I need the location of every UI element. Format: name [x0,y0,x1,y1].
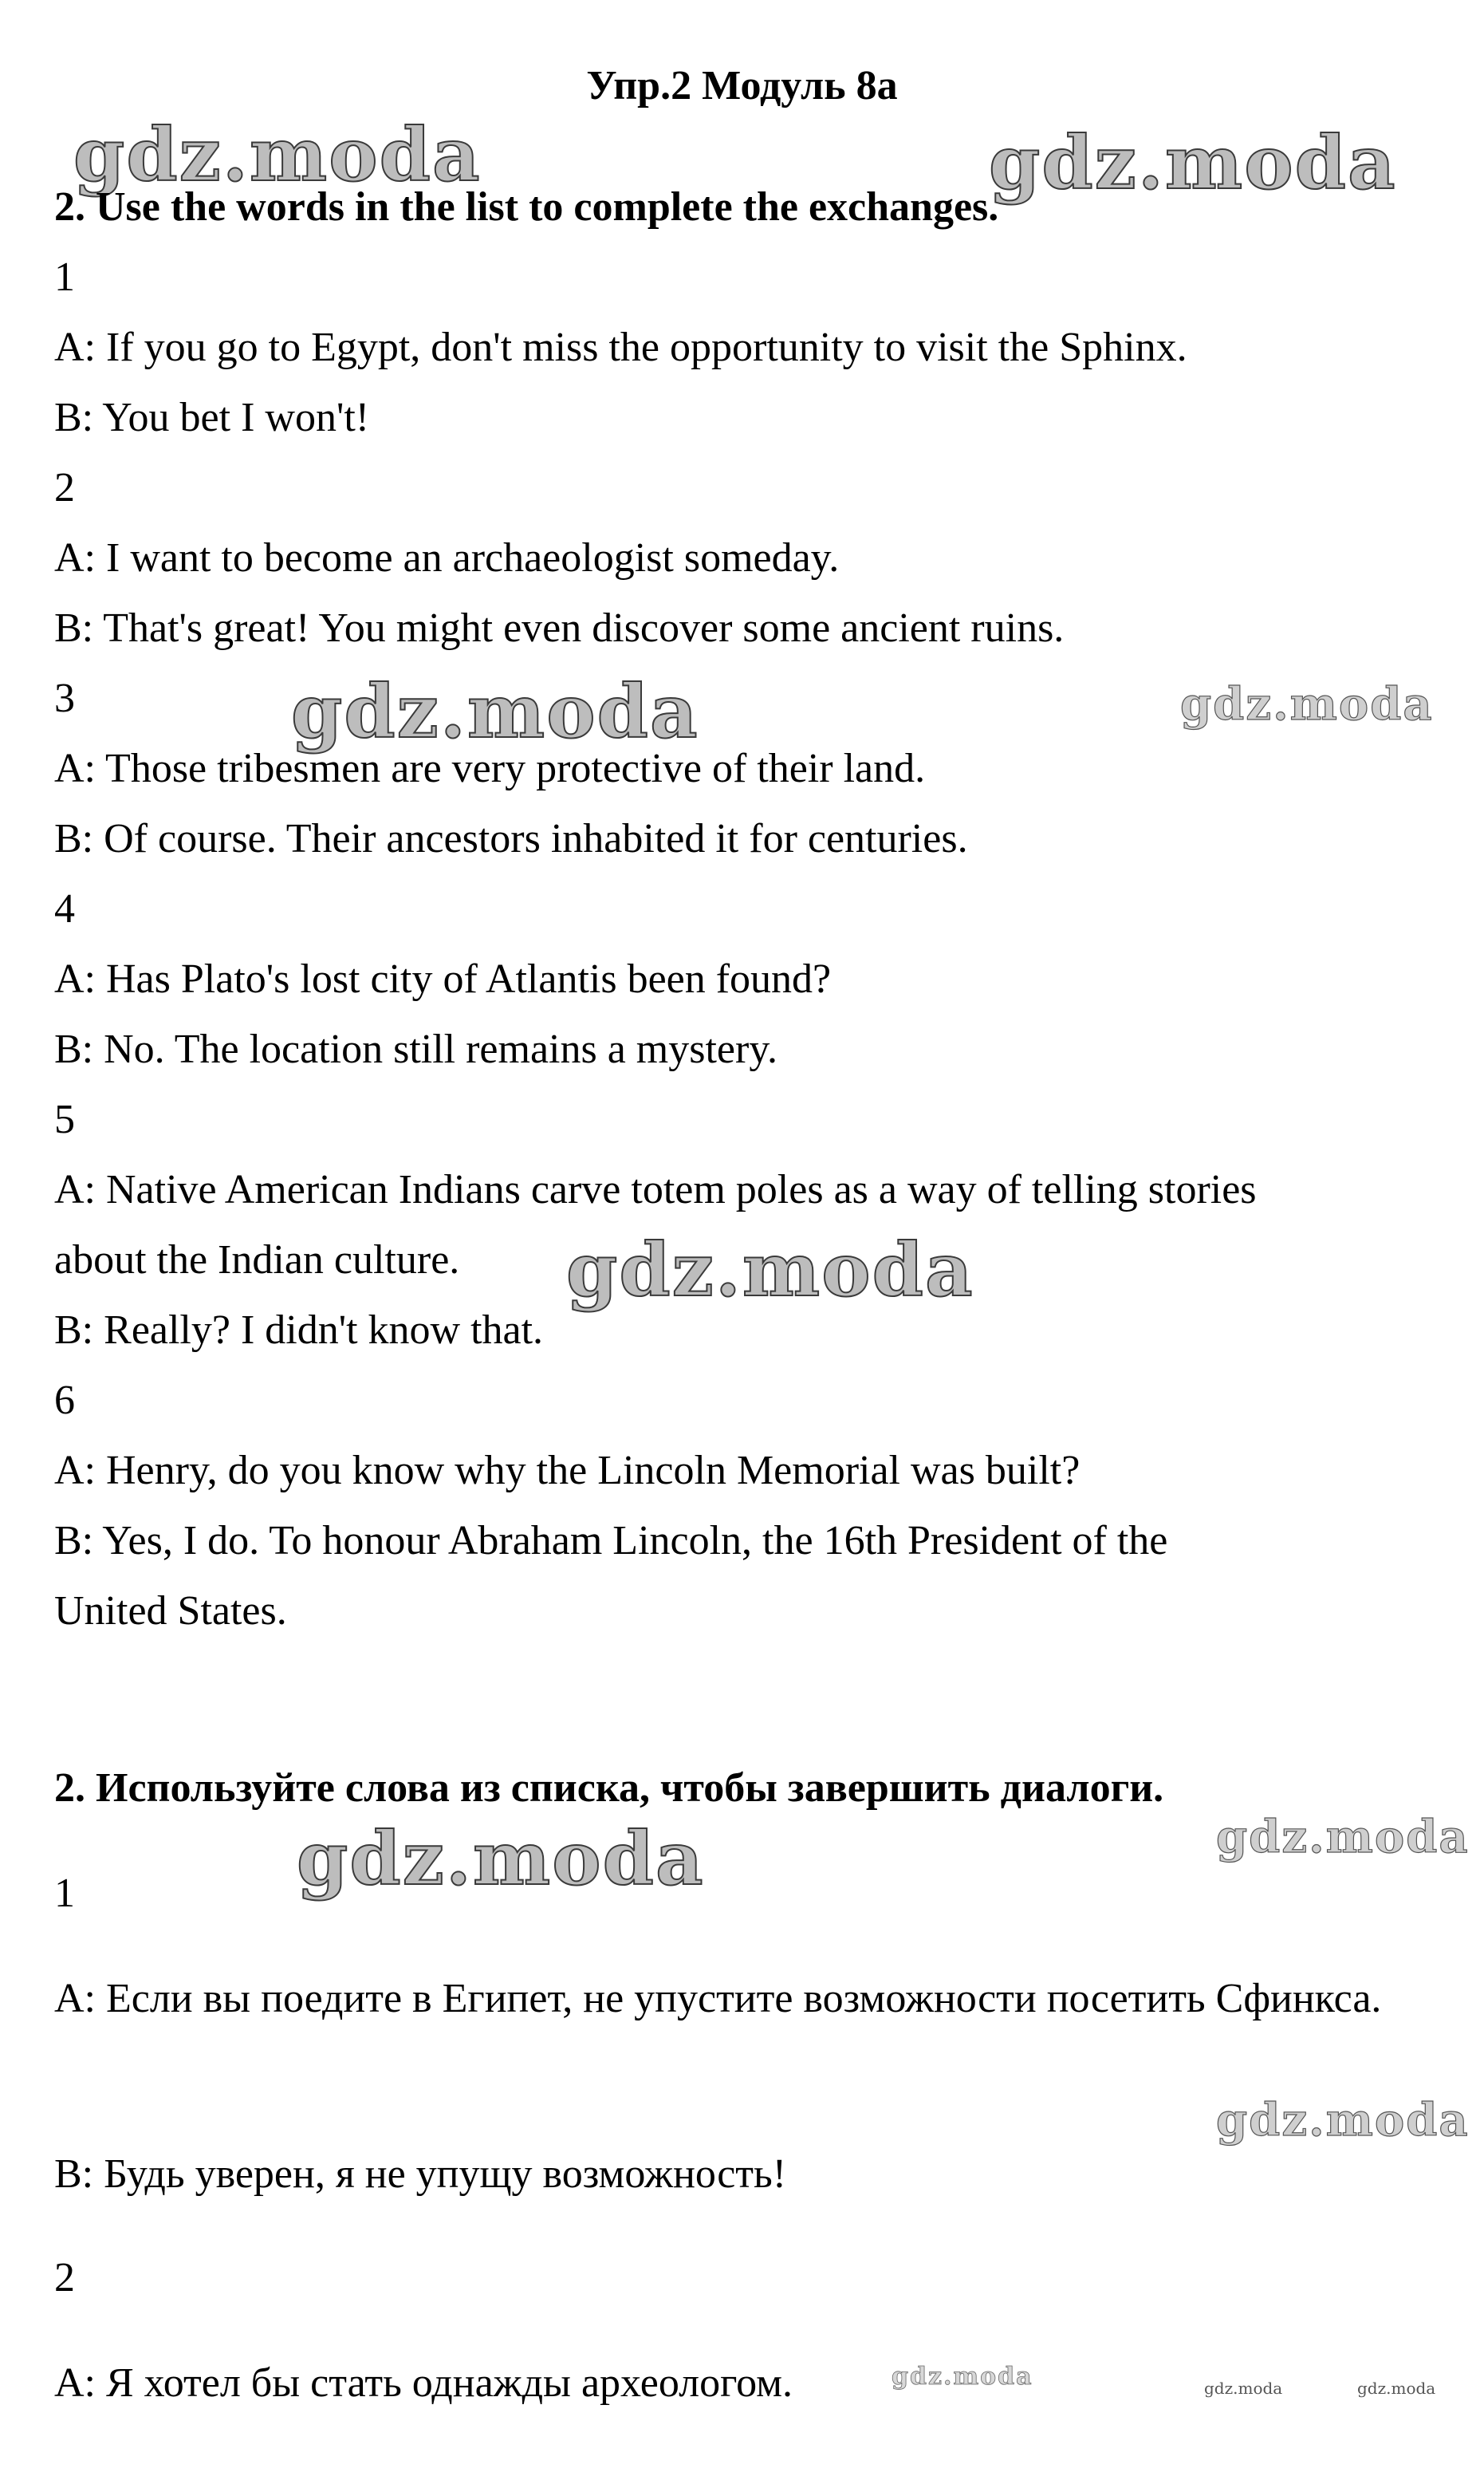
dialogue-line: B: No. The location still remains a mystery. [54,1027,777,1072]
dialogue-line: B: That's great! You might even discover some ancient ruins. [54,605,1065,651]
item-number: 4 [54,886,75,932]
dialogue-line: A: Those tribesmen are very protective of their land. [54,746,926,791]
dialogue-line: B: Really? I didn't know that. [54,1307,544,1353]
watermark: gdz.moda [1204,2379,1283,2398]
dialogue-line: B: You bet I won't! [54,395,370,440]
dialogue-line: B: Of course. Their ancestors inhabited it for centuries. [54,816,968,861]
dialogue-line: B: Yes, I do. To honour Abraham Lincoln, the 16th President of the [54,1518,1168,1563]
watermark: gdz.moda [73,112,482,198]
watermark: gdz.moda [892,2363,1033,2391]
watermark: gdz.moda [566,1227,974,1313]
item-number: 2 [54,2255,75,2300]
watermark: gdz.moda [1180,678,1434,731]
dialogue-line: A: If you go to Egypt, don't miss the opportunity to visit the Sphinx. [54,325,1187,370]
dialogue-line: United States. [54,1588,287,1634]
item-number: 1 [54,254,75,300]
watermark: gdz.moda [1357,2379,1436,2398]
dialogue-line: A: Native American Indians carve totem poles as a way of telling stories [54,1167,1257,1212]
item-number: 3 [54,676,75,721]
dialogue-line: A: I want to become an archaeologist someday. [54,535,840,581]
dialogue-line: about the Indian culture. [54,1237,460,1283]
dialogue-line: A: Я хотел бы стать однажды археологом. [54,2360,793,2406]
dialogue-line: A: Если вы поедите в Египет, не упустите возможности посетить Сфинкса. [54,1976,1382,2021]
dialogue-line: A: Has Plato's lost city of Atlantis been found? [54,956,832,1002]
watermark: gdz.moda [1216,2094,1470,2147]
dialogue-line: A: Henry, do you know why the Lincoln Memorial was built? [54,1448,1081,1493]
watermark: gdz.moda [1216,1811,1470,1863]
dialogue-line: B: Будь уверен, я не упущу возможность! [54,2151,787,2197]
russian-heading: 2. Используйте слова из списка, чтобы завершить диалоги. [54,1765,1164,1811]
item-number: 5 [54,1097,75,1142]
item-number: 1 [54,1871,75,1916]
item-number: 2 [54,465,75,511]
page-title: Упр.2 Модуль 8а [586,63,898,108]
english-heading: 2. Use the words in the list to complete the exchanges. [54,184,999,230]
watermark: gdz.moda [291,668,699,755]
watermark: gdz.moda [297,1816,705,1902]
item-number: 6 [54,1378,75,1423]
watermark: gdz.moda [989,120,1397,206]
